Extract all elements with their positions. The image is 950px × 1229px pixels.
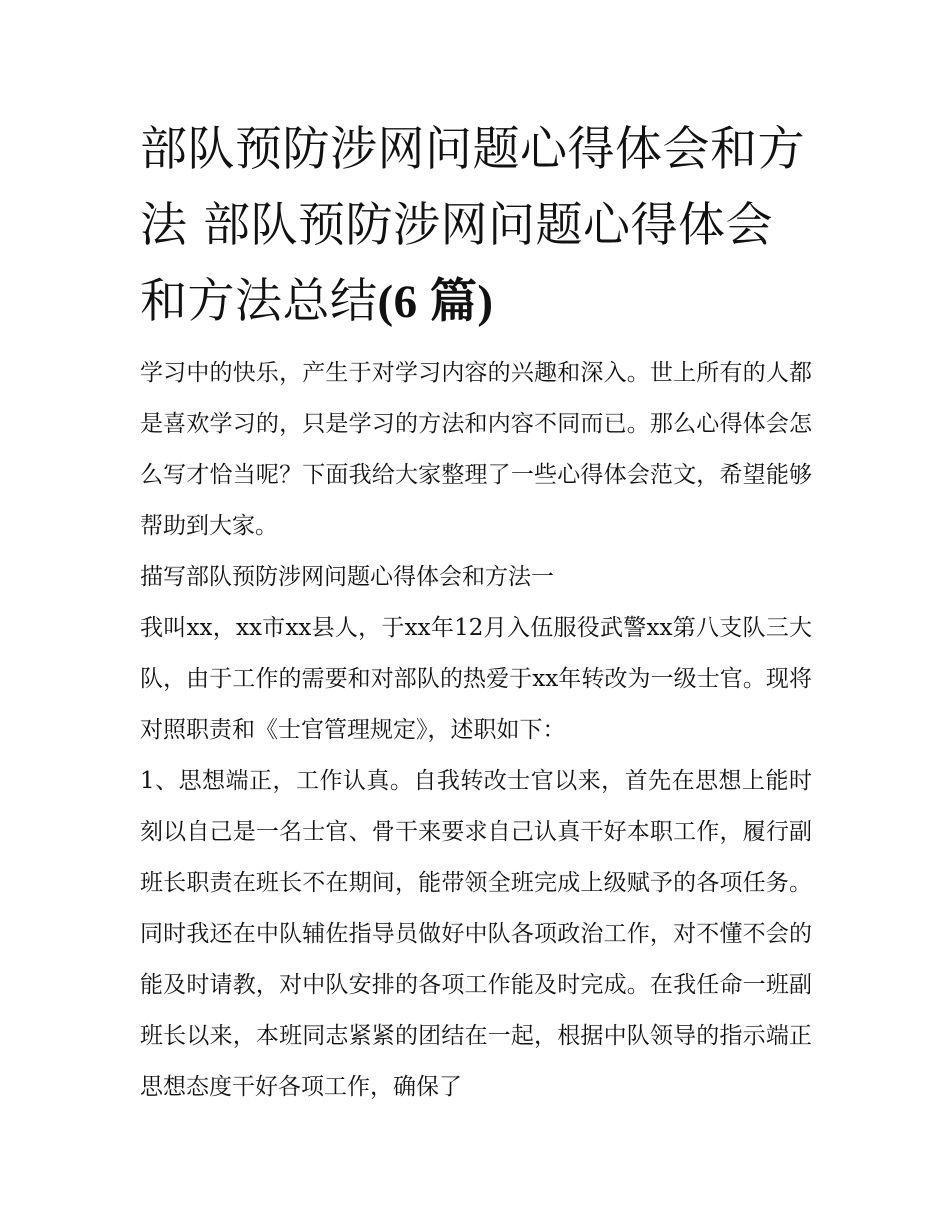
section-heading: 描写部队预防涉网问题心得体会和方法一	[140, 564, 554, 590]
title-main-text: 部队预防涉网问题心得体会和方法 部队预防涉网问题心得体会和方法总结	[140, 122, 805, 329]
self-intro-paragraph: 我叫xx，xx市xx县人，于xx年12月入伍服役武警xx第八支队三大队，由于工作的需要和对部队的热爱于xx年转改为一级士官。现将对照职责和《士官管理规定》，述职如下：	[140, 615, 812, 743]
document-page	[140, 0, 812, 1113]
point-one-paragraph: 1、思想端正，工作认真。自我转改士官以来，首先在思想上能时刻以自己是一名士官、骨干来要求自己认真干好本职工作，履行副班长职责在班长不在期间，能带领全班完成上级赋予的各项任务。同时我还在中队辅佐指导员做好中队各项政治工作，对不懂不会的能及时请教，对中队安排的各项工作能及时完成。在我任命一班副班长以来，本班同志紧紧的团结在一起，根据中队领导的指示端正思想态度干好各项工作，确保了	[140, 768, 812, 1100]
document-title	[140, 0, 812, 340]
title-count-text: (6 篇)	[377, 276, 494, 328]
document-body	[140, 348, 812, 1113]
intro-paragraph: 学习中的快乐，产生于对学习内容的兴趣和深入。世上所有的人都是喜欢学习的，只是学习的方法和内容不同而已。那么心得体会怎么写才恰当呢？下面我给大家整理了一些心得体会范文，希望能够帮助到大家。	[140, 360, 812, 539]
